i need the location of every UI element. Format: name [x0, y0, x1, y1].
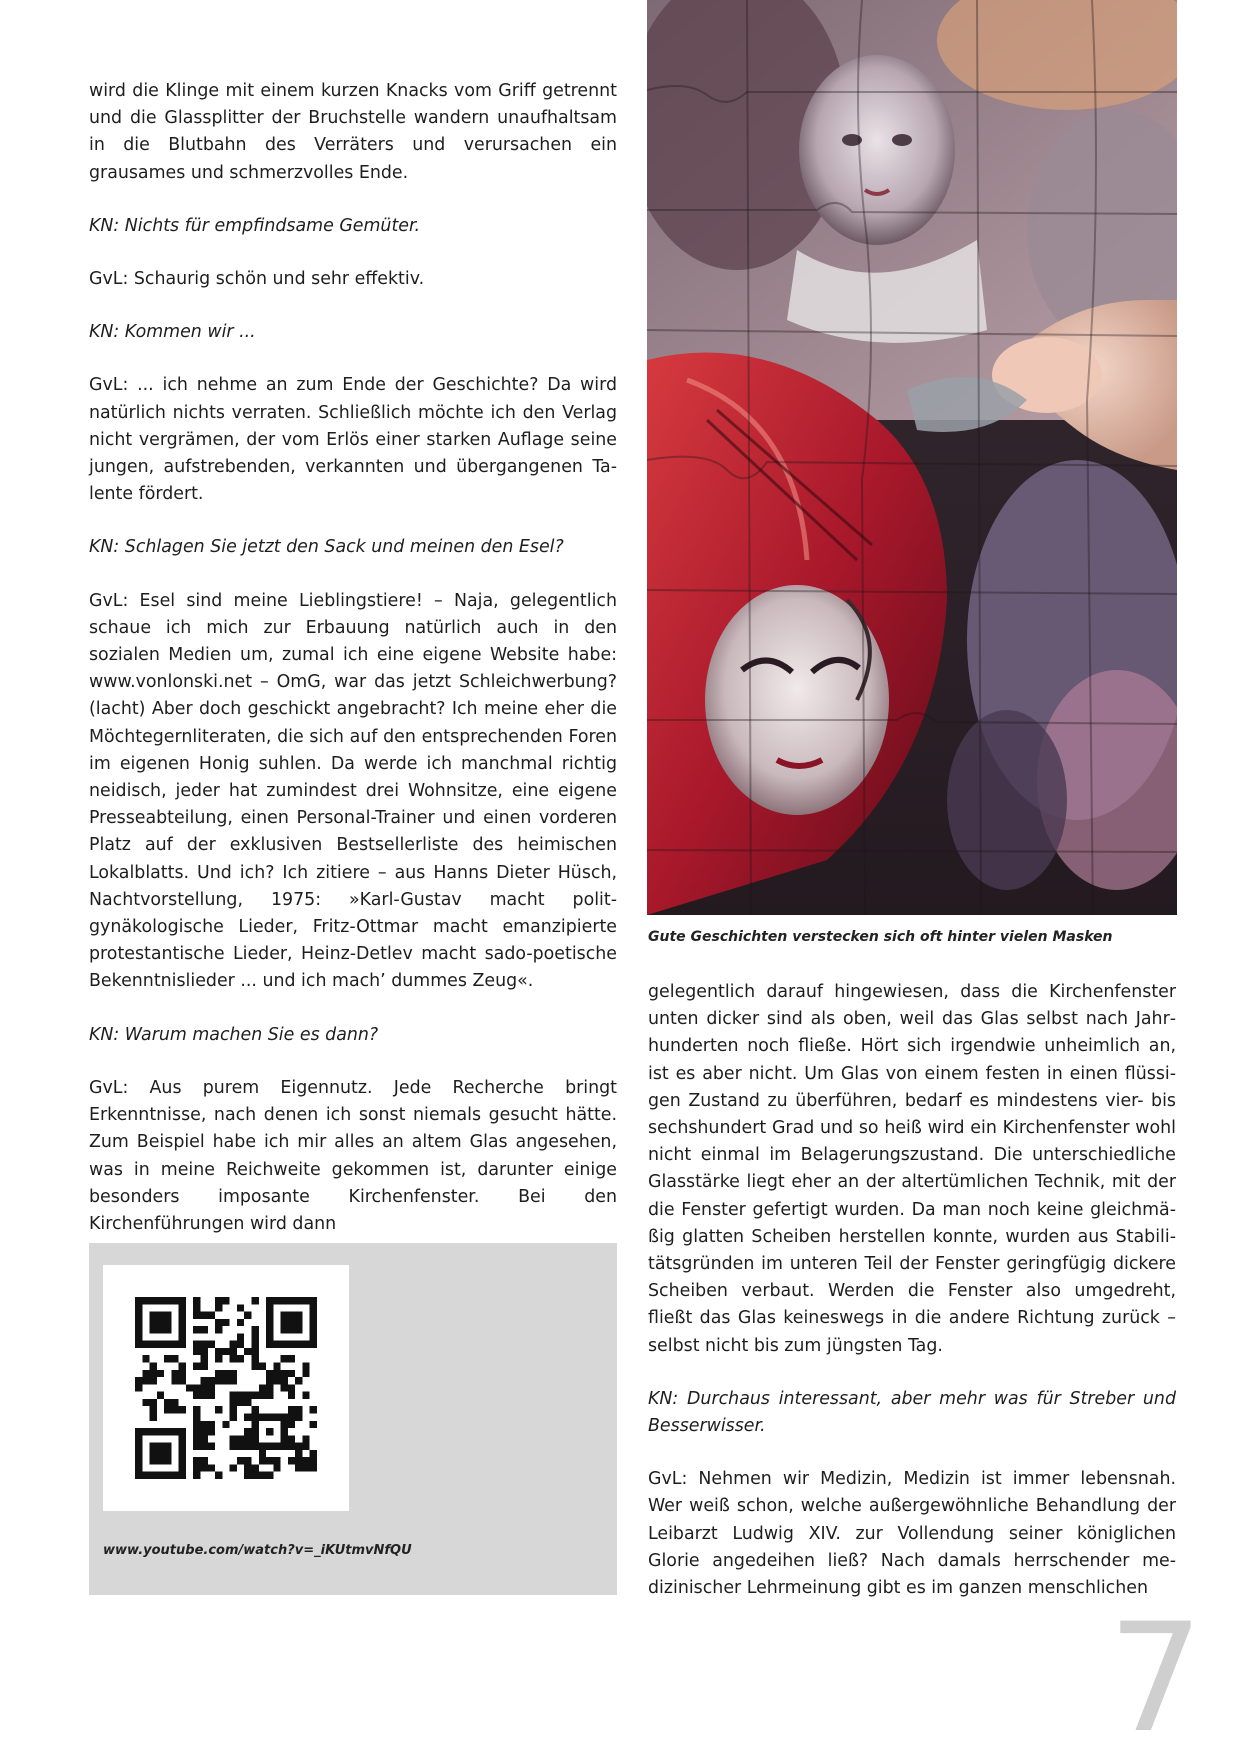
paragraph: GvL: Esel sind meine Lieblingstiere! – Naja, gelegentlich schaue ich mich zur Erbauung natürlich auch in den sozialen Medien um, zumal ich eine eigene Website habe: www.vonlonski.net – OmG, war das jetzt Schleichwerbung? (lacht) Aber doch geschickt angebracht? Ich meine eher die Möchtegernliteraten, die sich auf den entsprechenden Foren im eigenen Honig suhlen. Da werde ich manchmal richtig neidisch, jeder hat zumindest drei Wohnsitze, eine eigene Presseabteilung, einen Personal-Trainer und einen vorderen Platz auf der exklusiven Bestsellerliste des heimischen Lokalblatts. Und ich? Ich zitiere – aus Hanns Dieter Hüsch, Nachtvorstellung, 1975: »Karl-Gustav macht polit-gynäkologische Lieder, Fritz-Ottmar macht emanzipierte protestantische Lieder, Heinz-Detlev macht sado-poetische Bekenntnislieder ... und ich mach’ dummes Zeug«.	[89, 590, 617, 992]
paragraph: gelegentlich darauf hingewiesen, dass die Kirchenfenster unten dicker sind als oben, weil das Glas selbst nach Jahrhunderten noch fließe. Hört sich irgendwie unheimlich an, ist es aber nicht. Um Glas von einem festen in einen flüssigen Zustand zu überführen, bedarf es mindestens vier- bis sechshundert Grad und so heiß wird ein Kirchenfenster wohl nicht einmal im Belagerungszustand. Die unterschiedliche Glasstärke liegt eher an der altertümlichen Technik, mit der die Fenster gefertigt wurden. Da man noch keine gleichmäßig glatten Scheiben herstellen konnte, wurden aus Stabilitätsgründen im unteren Teil der Fenster geringfügig dickere Scheiben verbaut. Werden die Fenster also umgedreht, fließt das Glas keineswegs in die andere Richtung zurück – selbst nicht bis zum jüngsten Tag.	[648, 982, 1176, 1356]
paragraph: GvL: ... ich nehme an zum Ende der Geschichte? Da wird natürlich nichts verraten. Schließlich möchte ich den Verlag nicht vergrämen, der vom Erlös einer starken Auflage seine jungen, aufstrebenden, verkannten und übergangenen Talente fördert.	[89, 375, 617, 505]
qr-code[interactable]	[135, 1297, 317, 1479]
photo-caption: Gute Geschichten verstecken sich oft hinter vielen Masken	[648, 929, 1113, 945]
qr-code-panel	[103, 1265, 349, 1511]
left-text-column	[89, 78, 617, 1238]
qr-code-box	[89, 1243, 617, 1595]
page-number	[1098, 1590, 1208, 1740]
paragraph: GvL: Nehmen wir Medizin, Medizin ist immer lebensnah. Wer weiß schon, welche außergewöhnliche Behandlung der Leibarzt Ludwig XIV. zur Vollendung seiner königlichen Glorie angedeihen ließ? Nach damals herrschender medizinischer Lehrmeinung gibt es im ganzen menschlichen	[648, 1469, 1176, 1599]
right-text-column	[648, 979, 1176, 1602]
paragraph: wird die Klinge mit einem kurzen Knacks vom Griff getrennt und die Glassplitter der Bruchstelle wandern unaufhaltsam in die Blutbahn des Verräters und verursachen ein grausames und schmerzvolles Ende.	[89, 81, 617, 183]
mask-puzzle-photo	[647, 0, 1177, 915]
page-number-text: 7	[1108, 1592, 1204, 1740]
paragraph: GvL: Aus purem Eigennutz. Jede Recherche bringt Erkenntnisse, nach denen ich sonst niemals gesucht hätte. Zum Beispiel habe ich mir alles an altem Glas angesehen, was in meine Reichweite gekommen ist, darunter einige besonders imposante Kirchenfenster. Bei den Kirchenführungen wird dann	[89, 1077, 617, 1234]
interviewer-question: KN: Schlagen Sie jetzt den Sack und meinen den Esel?	[89, 537, 564, 558]
interviewer-question: KN: Warum machen Sie es dann?	[89, 1024, 379, 1045]
interviewer-question: KN: Durchaus interessant, aber mehr was für Streber und Besserwisser.	[648, 1388, 1176, 1437]
interviewer-question: KN: Nichts für empfindsame Gemüter.	[89, 215, 421, 236]
qr-code-url[interactable]: www.youtube.com/watch?v=_iKUtmvNfQU	[103, 1543, 412, 1558]
interviewer-question: KN: Kommen wir ...	[89, 322, 256, 343]
paragraph: GvL: Schaurig schön und sehr effektiv.	[89, 269, 425, 290]
